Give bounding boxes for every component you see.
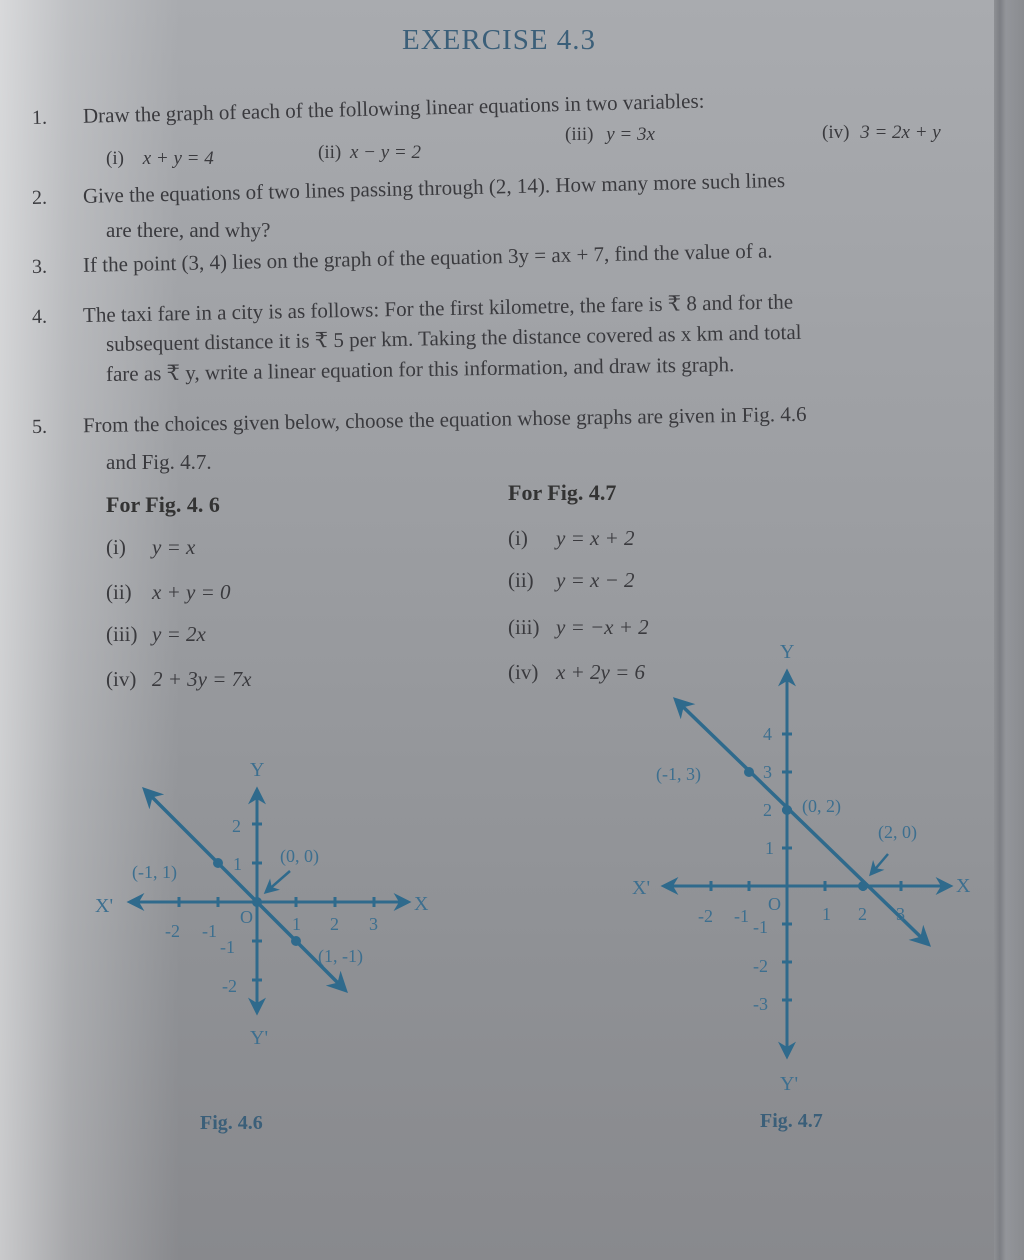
question-text-line: If the point (3, 4) lies on the graph of the equation 3y = ax + 7, find the value of a. <box>82 238 773 277</box>
question-number: 1. <box>31 106 48 129</box>
graph-line <box>145 790 345 990</box>
fig47-option-i <box>508 526 634 551</box>
pointer-arrow <box>266 871 290 892</box>
question-number: 4. <box>31 305 48 328</box>
option-equation: x + y = 0 <box>152 580 231 604</box>
y-tick-label: -3 <box>753 994 768 1014</box>
y-tick-label: 1 <box>233 854 242 874</box>
option-label: (iii) <box>508 615 540 639</box>
question-4-line2: subsequent distance it is ₹ 5 per km. Taking the distance covered as x km and total <box>105 319 802 356</box>
x-tick-label: 3 <box>369 914 378 934</box>
origin-label: O <box>240 907 253 927</box>
question-number: 5. <box>31 415 48 438</box>
x-neg-axis-label: X' <box>632 877 651 899</box>
option-label: (iii) <box>106 622 138 646</box>
x-axis-label: X <box>956 875 971 897</box>
point-marker <box>252 897 262 907</box>
q1-part-i <box>106 148 214 170</box>
option-label: (i) <box>508 526 528 550</box>
fig46-choices-heading: For Fig. 4. 6 <box>106 492 220 517</box>
x-tick-label: -1 <box>734 906 749 926</box>
option-label: (iv) <box>508 660 539 684</box>
option-label: (i) <box>106 535 126 559</box>
question-2 <box>32 168 786 210</box>
part-label: (i) <box>106 148 124 169</box>
part-equation: x − y = 2 <box>349 142 421 163</box>
fig47-option-ii <box>508 568 634 593</box>
option-equation: y = −x + 2 <box>556 615 649 639</box>
y-tick-label: 1 <box>765 838 774 858</box>
option-equation: y = x + 2 <box>556 526 635 550</box>
y-tick-label: -2 <box>222 976 237 996</box>
question-2-line2: are there, and why? <box>106 218 271 242</box>
option-equation: y = x <box>152 535 196 559</box>
option-label: (ii) <box>508 568 534 592</box>
point-label: (1, -1) <box>318 946 363 966</box>
question-3 <box>32 238 773 279</box>
y-axis-label: Y <box>250 759 265 781</box>
figure-4-6-graph <box>80 740 460 1060</box>
point-label: (0, 2) <box>802 796 841 816</box>
y-tick-label: 3 <box>763 762 772 782</box>
part-label: (iii) <box>565 124 594 145</box>
x-tick-label: 1 <box>822 904 831 924</box>
x-tick-label: -1 <box>202 921 217 941</box>
fig46-option-ii <box>106 580 230 605</box>
question-text: Draw the graph of each of the following linear equations in two variables: <box>82 88 705 128</box>
part-equation: x + y = 4 <box>142 148 214 169</box>
x-tick-label: 2 <box>330 914 339 934</box>
point-marker <box>858 881 868 891</box>
figure-4-6-caption: Fig. 4.6 <box>200 1112 263 1134</box>
option-label: (ii) <box>106 580 132 604</box>
fig47-choices-heading: For Fig. 4.7 <box>508 480 617 505</box>
question-5 <box>32 402 807 439</box>
x-tick-label: -2 <box>698 906 713 926</box>
option-label: (iv) <box>106 667 137 691</box>
x-neg-axis-label: X' <box>95 895 114 917</box>
y-tick-label: 4 <box>763 724 772 744</box>
option-equation: x + 2y = 6 <box>556 660 645 684</box>
axis-ticks <box>711 734 901 1000</box>
question-4-line3: fare as ₹ y, write a linear equation for this information, and draw its graph. <box>105 352 735 386</box>
point-marker <box>782 805 792 815</box>
x-axis-label: X <box>414 893 429 915</box>
point-label: (2, 0) <box>878 822 917 842</box>
figure-4-7-graph <box>620 630 1020 1100</box>
part-equation: y = 3x <box>606 124 655 145</box>
pointer-arrow <box>871 854 888 874</box>
option-equation: y = 2x <box>152 622 206 646</box>
figure-4-7-caption: Fig. 4.7 <box>760 1110 823 1132</box>
x-tick-label: 3 <box>896 904 905 924</box>
point-marker <box>291 936 301 946</box>
point-label: (-1, 3) <box>656 764 701 784</box>
point-label: (-1, 1) <box>132 862 177 882</box>
fig46-option-i <box>106 535 195 560</box>
exercise-title: EXERCISE 4.3 <box>402 24 597 56</box>
part-label: (ii) <box>318 142 342 163</box>
option-equation: 2 + 3y = 7x <box>152 667 252 691</box>
x-tick-label: -2 <box>165 921 180 941</box>
y-neg-axis-label: Y' <box>780 1073 799 1095</box>
q1-part-iii <box>565 124 655 146</box>
point-label: (0, 0) <box>280 846 319 866</box>
point-marker <box>744 767 754 777</box>
y-tick-label: -1 <box>753 917 768 937</box>
x-tick-label: 1 <box>292 914 301 934</box>
question-number: 3. <box>31 255 48 278</box>
option-equation: y = x − 2 <box>556 568 635 592</box>
part-label: (iv) <box>822 122 850 143</box>
fig46-option-iv <box>106 667 251 692</box>
fig46-option-iii <box>106 622 206 647</box>
y-neg-axis-label: Y' <box>250 1027 269 1049</box>
origin-label: O <box>768 894 781 914</box>
question-text-line: The taxi fare in a city is as follows: For the first kilometre, the fare is ₹ 8 and for the <box>82 289 794 328</box>
question-text-line: Give the equations of two lines passing through (2, 14). How many more such lines <box>82 167 786 208</box>
y-tick-label: 2 <box>763 800 772 820</box>
point-marker <box>213 858 223 868</box>
q1-part-ii <box>318 142 421 164</box>
question-text-line: From the choices given below, choose the equation whose graphs are given in Fig. 4.6 <box>82 401 807 438</box>
y-axis-label: Y <box>780 641 795 663</box>
y-tick-label: -1 <box>220 937 235 957</box>
x-tick-label: 2 <box>858 904 867 924</box>
y-tick-label: 2 <box>232 816 241 836</box>
y-tick-label: -2 <box>753 956 768 976</box>
question-5-line2: and Fig. 4.7. <box>106 450 212 474</box>
q1-part-iv <box>822 122 941 144</box>
part-equation: 3 = 2x + y <box>860 122 941 143</box>
question-number: 2. <box>31 186 48 209</box>
